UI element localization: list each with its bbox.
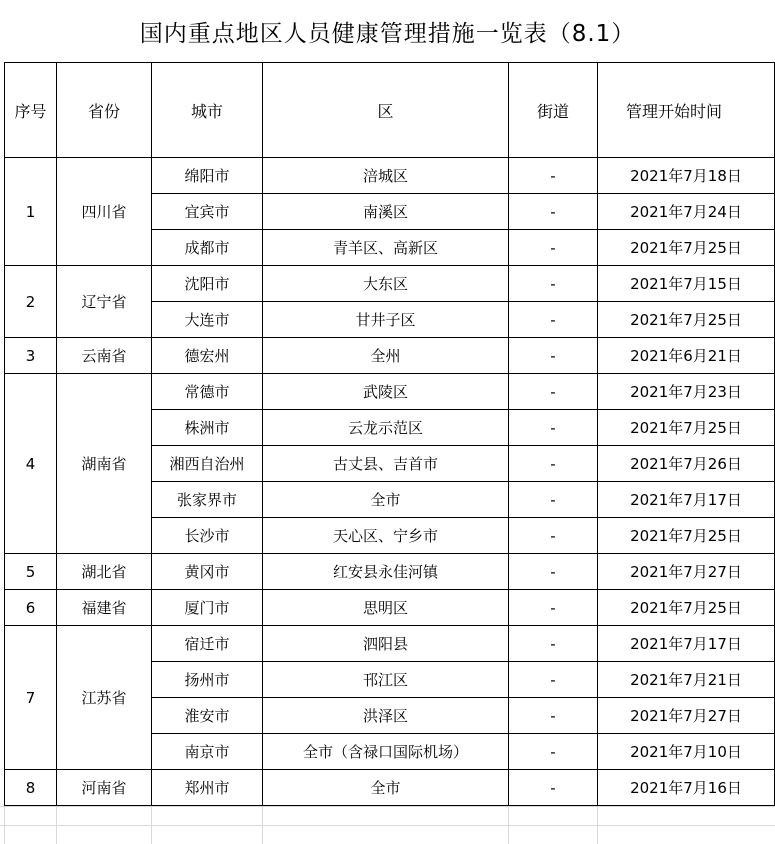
cell-start-time: 2021年6月21日	[598, 338, 775, 374]
cell-district: 全市	[263, 482, 509, 518]
cell-province: 福建省	[57, 590, 152, 626]
cell-street: -	[509, 302, 598, 338]
cell-province: 江苏省	[57, 626, 152, 770]
cell-street: -	[509, 194, 598, 230]
cell-city: 大连市	[152, 302, 263, 338]
header-province: 省份	[57, 63, 152, 158]
cell-street: -	[509, 266, 598, 302]
cell-district: 古丈县、吉首市	[263, 446, 509, 482]
cell-district: 云龙示范区	[263, 410, 509, 446]
header-city: 城市	[152, 63, 263, 158]
table-row	[5, 266, 775, 302]
cell-street: -	[509, 662, 598, 698]
table-row	[5, 626, 775, 662]
cell-province: 辽宁省	[57, 266, 152, 338]
cell-city: 常德市	[152, 374, 263, 410]
cell-start-time: 2021年7月25日	[598, 302, 775, 338]
cell-street: -	[509, 518, 598, 554]
cell-street: -	[509, 626, 598, 662]
cell-index: 4	[5, 374, 57, 554]
table-row	[5, 554, 775, 590]
cell-district: 天心区、宁乡市	[263, 518, 509, 554]
cell-start-time: 2021年7月18日	[598, 158, 775, 194]
cell-city: 淮安市	[152, 698, 263, 734]
cell-district: 甘井子区	[263, 302, 509, 338]
cell-street: -	[509, 338, 598, 374]
table-row	[5, 590, 775, 626]
cell-city: 德宏州	[152, 338, 263, 374]
cell-street: -	[509, 734, 598, 770]
cell-start-time: 2021年7月25日	[598, 410, 775, 446]
cell-city: 长沙市	[152, 518, 263, 554]
cell-index: 7	[5, 626, 57, 770]
cell-district: 青羊区、高新区	[263, 230, 509, 266]
cell-city: 沈阳市	[152, 266, 263, 302]
cell-district: 思明区	[263, 590, 509, 626]
cell-index: 3	[5, 338, 57, 374]
cell-district: 邗江区	[263, 662, 509, 698]
cell-province: 河南省	[57, 770, 152, 806]
cell-city: 郑州市	[152, 770, 263, 806]
table-body	[5, 158, 775, 806]
cell-index: 2	[5, 266, 57, 338]
cell-start-time: 2021年7月23日	[598, 374, 775, 410]
cell-city: 扬州市	[152, 662, 263, 698]
header-street: 街道	[509, 63, 598, 158]
cell-province: 湖南省	[57, 374, 152, 554]
cell-district: 泗阳县	[263, 626, 509, 662]
cell-start-time: 2021年7月25日	[598, 230, 775, 266]
cell-street: -	[509, 590, 598, 626]
cell-city: 张家界市	[152, 482, 263, 518]
cell-street: -	[509, 158, 598, 194]
cell-street: -	[509, 230, 598, 266]
cell-district: 洪泽区	[263, 698, 509, 734]
cell-street: -	[509, 410, 598, 446]
table-row	[5, 770, 775, 806]
cell-index: 8	[5, 770, 57, 806]
cell-start-time: 2021年7月26日	[598, 446, 775, 482]
cell-index: 1	[5, 158, 57, 266]
cell-street: -	[509, 446, 598, 482]
cell-city: 株洲市	[152, 410, 263, 446]
cell-start-time: 2021年7月21日	[598, 662, 775, 698]
cell-start-time: 2021年7月17日	[598, 482, 775, 518]
cell-district: 全州	[263, 338, 509, 374]
cell-city: 绵阳市	[152, 158, 263, 194]
header-index: 序号	[5, 63, 57, 158]
cell-district: 南溪区	[263, 194, 509, 230]
table-row	[5, 374, 775, 410]
cell-district: 涪城区	[263, 158, 509, 194]
cell-start-time: 2021年7月10日	[598, 734, 775, 770]
cell-index: 5	[5, 554, 57, 590]
cell-province: 湖北省	[57, 554, 152, 590]
cell-start-time: 2021年7月15日	[598, 266, 775, 302]
cell-start-time: 2021年7月27日	[598, 698, 775, 734]
cell-district: 全市（含禄口国际机场）	[263, 734, 509, 770]
cell-city: 宿迁市	[152, 626, 263, 662]
header-start-time: 管理开始时间	[598, 63, 775, 158]
cell-province: 四川省	[57, 158, 152, 266]
cell-start-time: 2021年7月27日	[598, 554, 775, 590]
cell-start-time: 2021年7月25日	[598, 590, 775, 626]
cell-start-time: 2021年7月24日	[598, 194, 775, 230]
cell-city: 厦门市	[152, 590, 263, 626]
header-row	[5, 63, 775, 158]
health-management-table	[4, 62, 775, 806]
cell-index: 6	[5, 590, 57, 626]
cell-street: -	[509, 374, 598, 410]
table-header	[5, 63, 775, 158]
page-title: 国内重点地区人员健康管理措施一览表（8.1）	[139, 21, 636, 47]
cell-street: -	[509, 770, 598, 806]
cell-district: 全市	[263, 770, 509, 806]
cell-city: 南京市	[152, 734, 263, 770]
cell-city: 黄冈市	[152, 554, 263, 590]
cell-start-time: 2021年7月17日	[598, 626, 775, 662]
spreadsheet-grid-columns	[0, 806, 775, 844]
table-row	[5, 158, 775, 194]
cell-start-time: 2021年7月16日	[598, 770, 775, 806]
cell-city: 湘西自治州	[152, 446, 263, 482]
cell-start-time: 2021年7月25日	[598, 518, 775, 554]
header-district: 区	[263, 63, 509, 158]
cell-district: 大东区	[263, 266, 509, 302]
cell-district: 红安县永佳河镇	[263, 554, 509, 590]
cell-district: 武陵区	[263, 374, 509, 410]
cell-city: 宜宾市	[152, 194, 263, 230]
cell-street: -	[509, 554, 598, 590]
cell-street: -	[509, 698, 598, 734]
table-row	[5, 338, 775, 374]
cell-street: -	[509, 482, 598, 518]
cell-city: 成都市	[152, 230, 263, 266]
cell-province: 云南省	[57, 338, 152, 374]
